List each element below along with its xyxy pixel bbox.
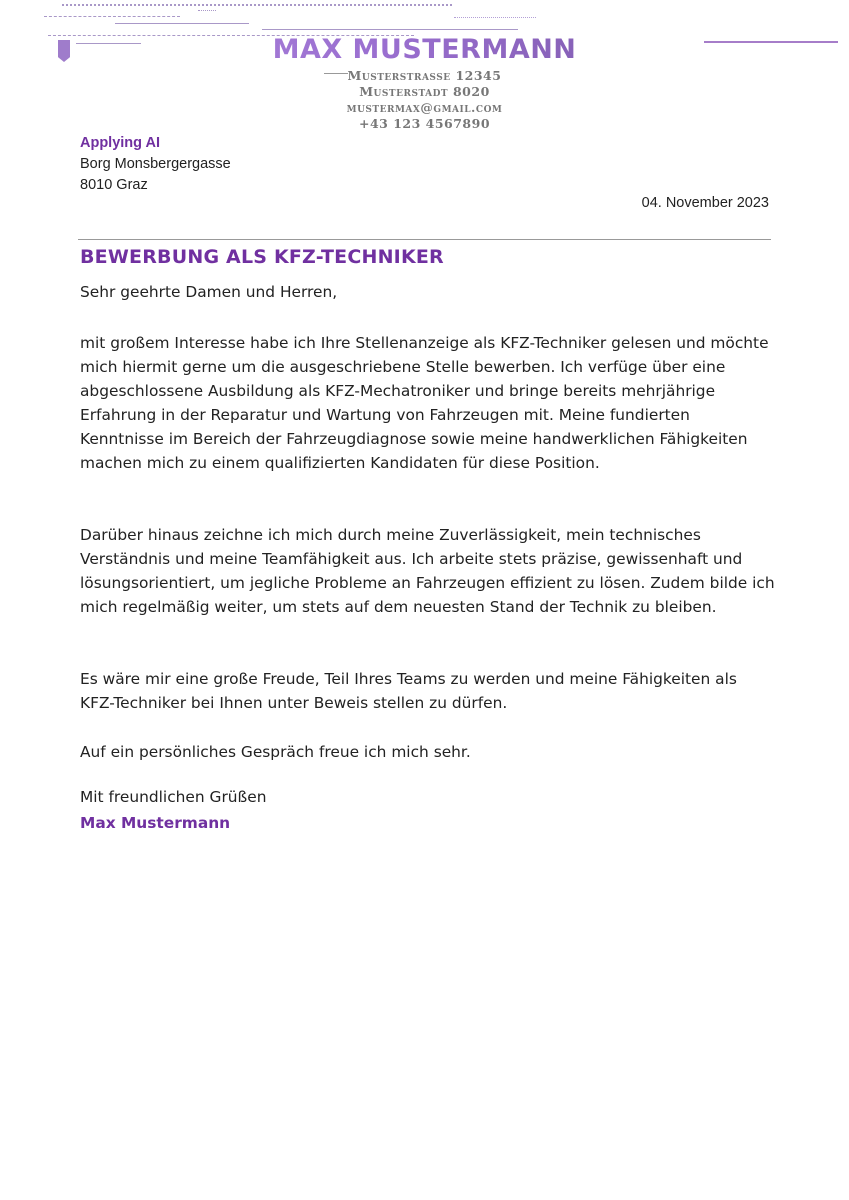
header-decoration-line [262, 29, 518, 30]
header-decoration-dotted-line [454, 17, 536, 18]
letter-subject: BEWERBUNG ALS KFZ-TECHNIKER [80, 246, 444, 268]
letter-signature: Max Mustermann [80, 814, 231, 832]
letter-paragraph-3: Es wäre mir eine große Freude, Teil Ihres Teams zu werden und meine Fähigkeiten als KFZ-Techniker bei Ihnen unter Beweis stellen zu dürfen. [80, 670, 737, 712]
header-decoration-dotted-line [62, 4, 452, 6]
header-decoration-dotted-line [198, 10, 216, 11]
recipient-block [80, 133, 231, 196]
letter-paragraph-1: mit großem Interesse habe ich Ihre Stellenanzeige als KFZ-Techniker gelesen und möchte mich hiermit gerne um die ausgeschriebene Stelle bewerben. Ich verfüge über eine abgeschlossene Ausbildung als KFZ-Mechatroniker und bringe bereits mehrjährige Erfahrung in der Reparatur und Wartung von Fahrzeugen mit. Meine fundierten Kenntnisse im Bereich der Fahrzeugdiagnose sowie meine handwerklichen Fähigkeiten machen mich zu einem qualifizierten Kandidaten für diese Position. [80, 334, 769, 472]
letter-date: 04. November 2023 [641, 195, 769, 211]
letter-paragraph-4: Auf ein persönliches Gespräch freue ich mich sehr. [80, 743, 471, 761]
header-decoration-dashed-line [44, 16, 180, 17]
header-decoration-line [115, 23, 249, 24]
sender-phone: +43 123 4567890 [358, 116, 491, 131]
letter-closing: Mit freundlichen Grüßen [80, 788, 267, 806]
recipient-city: 8010 Graz [80, 177, 148, 193]
letter-paragraph-2: Darüber hinaus zeichne ich mich durch meine Zuverlässigkeit, mein technisches Verständnis und meine Teamfähigkeit aus. Ich arbeite stets präzise, gewissenhaft und lösungsorientiert, um jegliche Probleme an Fahrzeugen effizient zu lösen. Zudem bilde ich mich regelmäßig weiter, um stets auf dem neuesten Stand der Technik zu bleiben. [80, 526, 775, 616]
sender-city: Musterstadt 8020 [359, 84, 490, 99]
recipient-organization: Applying AI [80, 135, 161, 151]
sender-email: mustermax@gmail.com [346, 100, 503, 115]
sender-address: Musterstrasse 12345 [347, 68, 502, 83]
sender-contact-block [0, 68, 849, 132]
sender-name: MAX MUSTERMANN [0, 34, 849, 65]
letter-salutation: Sehr geehrte Damen und Herren, [80, 283, 338, 301]
divider [78, 239, 771, 240]
recipient-street: Borg Monsbergergasse [80, 156, 231, 172]
